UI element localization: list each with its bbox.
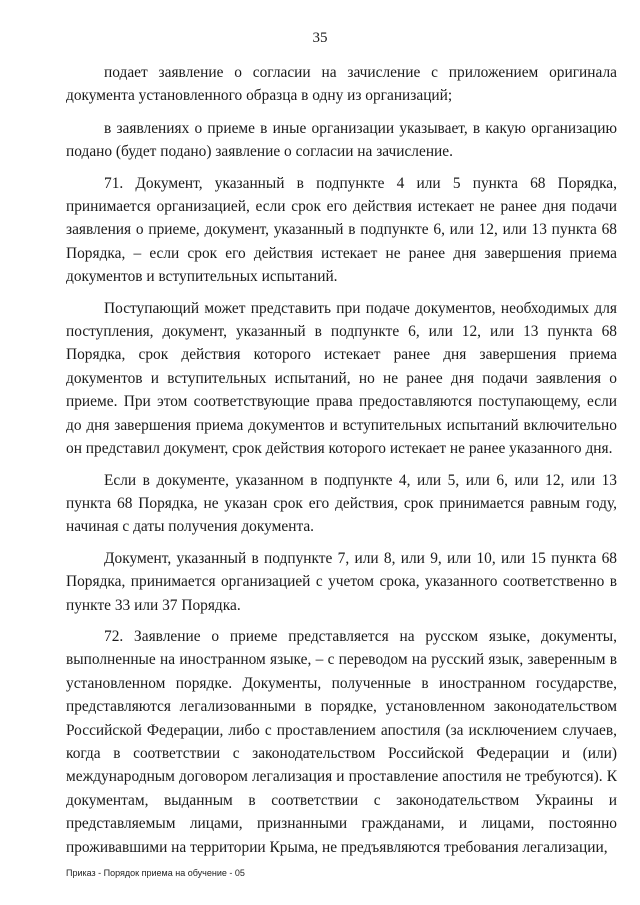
paragraph: в заявлениях о приеме в иные организации указывает, в какую организацию подано (будет подано) заявление о согласии на зачисление. xyxy=(66,119,617,161)
paragraph: подает заявление о согласии на зачисление с приложением оригинала документа установленного образца в одну из организаций; xyxy=(66,64,617,105)
page-number: 35 xyxy=(312,30,328,46)
footer: Приказ - Порядок приема на обучение - 05 xyxy=(66,868,245,878)
paragraph: Документ, указанный в подпункте 7, или 8, или 9, или 10, или 15 пункта 68 Порядка, принимается организацией с учетом срока, указанного соответственно в пункте 33 или 37 Порядка. xyxy=(66,549,617,614)
document-body xyxy=(66,61,617,859)
paragraph: Если в документе, указанном в подпункте 4, или 5, или 6, или 12, или 13 пункта 68 Порядка, не указан срок его действия, срок принимается равным году, начиная с даты получения документа. xyxy=(66,471,617,536)
paragraph: 71. Документ, указанный в подпункте 4 или 5 пункта 68 Порядка, принимается организацией, если срок его действия истекает не ранее дня подачи заявления о приеме, документ, указанный в подпункте 6, или 12, или 13 пункта 68 Порядка, – если срок его действия истекает не ранее дня завершения приема документов и вступительных испытаний. xyxy=(66,174,617,286)
paragraph: Поступающий может представить при подаче документов, необходимых для поступления, документ, указанный в подпункте 6, или 12, или 13 пункта 68 Порядка, срок действия которого истекает ранее дня завершения приема документов и вступительных испытаний, но не ранее дня подачи заявления о приеме. При этом соответствующие права предоставляются поступающему, если до дня завершения приема документов и вступительных испытаний включительно он представил документ, срок действия которого истекает не ранее указанного дня. xyxy=(66,299,617,458)
paragraph: 72. Заявление о приеме представляется на русском языке, документы, выполненные на иностранном языке, – с переводом на русский язык, заверенным в установленном порядке. Документы, полученные в иностранном государстве, представляются легализованными в порядке, установленном законодательством Российской Федерации, либо с проставлением апостиля (за исключением случаев, когда в соответствии с законодательством Российской Федерации и (или) международным договором легализация и проставление апостиля не требуются). К документам, выданным в соответствии с законодательством Украины и представляемым лицами, признанными гражданами, и лицами, постоянно проживавшими на территории Крыма, не предъявляются требования легализации, xyxy=(66,627,617,856)
